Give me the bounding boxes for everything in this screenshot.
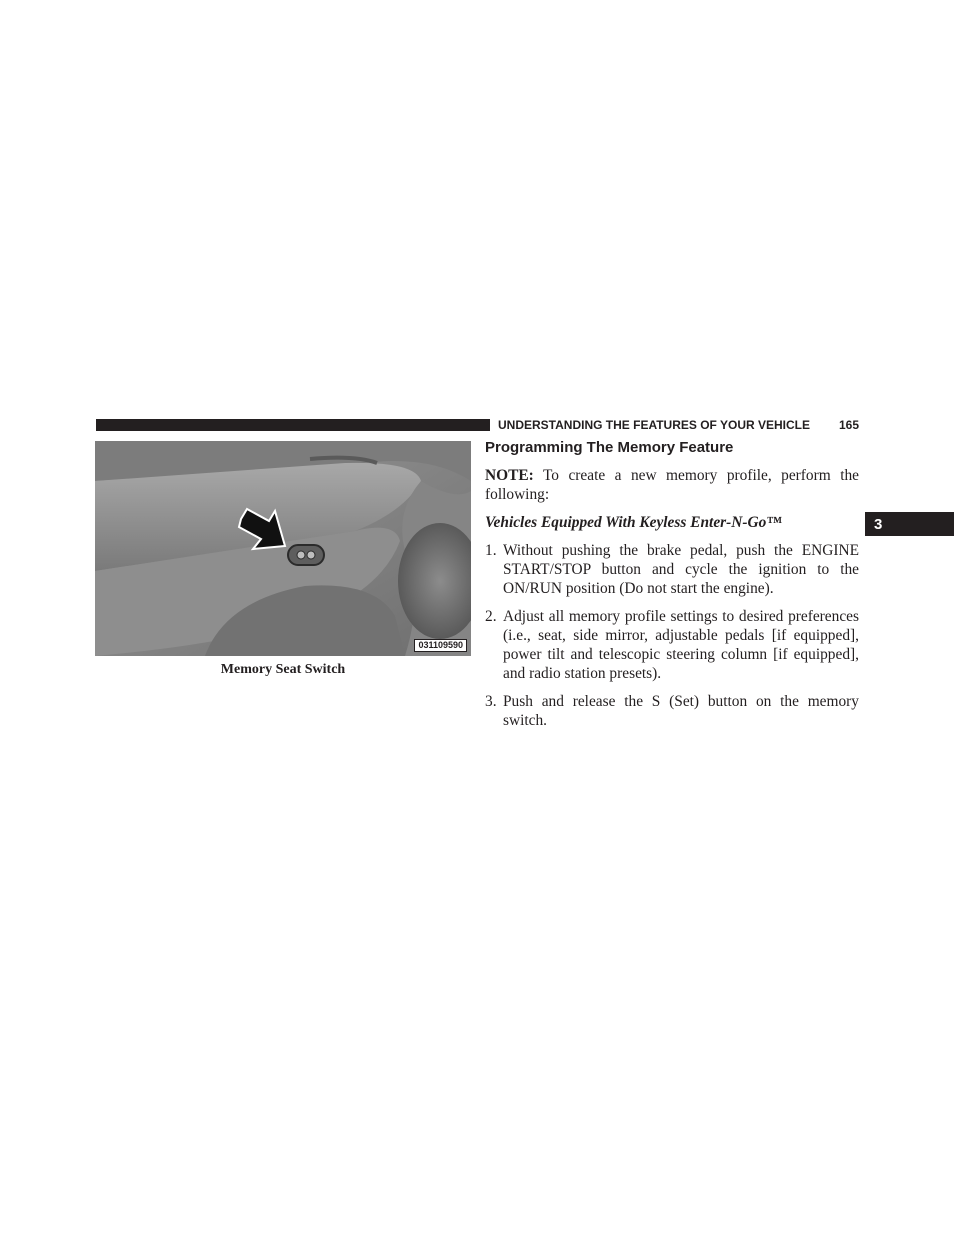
steps-list xyxy=(485,541,859,730)
step-number: 1. xyxy=(485,542,497,559)
list-item xyxy=(485,541,859,598)
step-number: 2. xyxy=(485,608,497,625)
header-rule xyxy=(96,419,490,431)
running-header xyxy=(498,417,859,433)
page-number: 165 xyxy=(838,418,859,432)
memory-seat-switch-figure xyxy=(95,441,471,656)
chapter-tab xyxy=(865,512,954,536)
chapter-number: 3 xyxy=(874,516,883,533)
note-paragraph xyxy=(485,466,859,504)
subheading: Vehicles Equipped With Keyless Enter-N-Go™ xyxy=(485,514,782,531)
figure-caption: Memory Seat Switch xyxy=(220,662,346,677)
step-number: 3. xyxy=(485,693,497,710)
header-section-title: UNDERSTANDING THE FEATURES OF YOUR VEHICLE xyxy=(498,418,811,432)
note-text: To create a new memory profile, perform the following: xyxy=(485,467,859,503)
note-label: NOTE: xyxy=(485,467,534,484)
list-item xyxy=(485,607,859,683)
step-text: Without pushing the brake pedal, push the ENGINE START/STOP button and cycle the ignition to the ON/RUN position (Do not start the engine). xyxy=(503,542,859,597)
section-title: Programming The Memory Feature xyxy=(485,439,734,456)
step-text: Adjust all memory profile settings to desired preferences (i.e., seat, side mirror, adjustable pedals [if equipped], power tilt and telescopic steering column [if equipped], and radio station presets). xyxy=(503,608,859,682)
figure-id-label: 031109590 xyxy=(414,639,467,652)
door-panel-illustration xyxy=(95,441,471,656)
main-content xyxy=(485,438,859,739)
list-item xyxy=(485,692,859,730)
step-text: Push and release the S (Set) button on the memory switch. xyxy=(503,693,859,729)
